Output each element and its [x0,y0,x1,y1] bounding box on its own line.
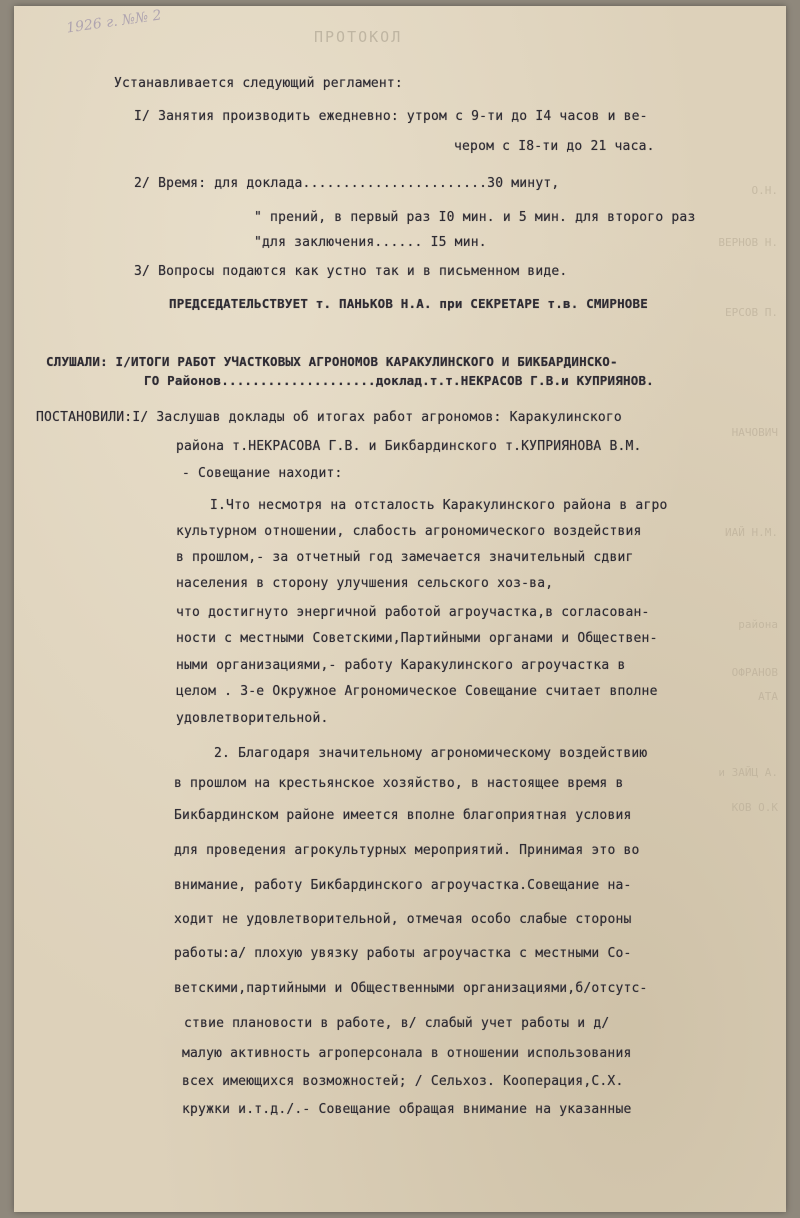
reglament-item-2: 2/ Время: для доклада.......................30 минут, [134,176,560,191]
header-stamp: ПРОТОКОЛ [314,28,403,46]
chair-line: ПРЕДСЕДАТЕЛЬСТВУЕТ т. ПАНЬКОВ Н.А. при СЕКРЕТАРЕ т.в. СМИРНОВЕ [169,296,648,311]
body-line: в прошлом,- за отчетный год замечается значительный сдвиг [176,550,634,565]
bleed-text: района [738,618,778,631]
bleed-text: ИАЙ Н.М. [725,526,778,539]
reglament-item-2-closing: "для заключения...... I5 мин. [254,235,487,250]
document-page [14,6,786,1212]
bleed-text: ВЕРНОВ Н. [718,236,778,249]
corner-note: 1926 г. №№ 2 [65,7,163,37]
body-line: внимание, работу Бикбардинского агроучастка.Совещание на- [174,878,632,893]
bleed-text: НАЧОВИЧ [731,426,778,439]
reglament-item-1-cont: чером с I8-ти до 21 часа. [454,139,655,154]
resolved-heading: ПОСТАНОВИЛИ:I/ Заслушав доклады об итогах работ агрономов: Каракулинского [36,410,622,425]
body-line: Бикбардинском районе имеется вполне благоприятная условия [174,808,632,823]
reglament-item-2-debate: " прений, в первый раз I0 мин. и 5 мин. для второго раз [254,210,696,225]
bleed-text: ЕРСОВ П. [725,306,778,319]
body-line: ными организациями,- работу Каракулинского агроучастка в [176,658,626,673]
body-line: ветскими,партийными и Общественными организациями,б/отсутс- [174,981,648,996]
resolved-line-2: района т.НЕКРАСОВА Г.В. и Бикбардинского т.КУПРИЯНОВА В.М. [176,439,642,454]
body-line: целом . 3-е Окружное Агрономическое Совещание считает вполне [176,684,658,699]
bleed-text: КОВ О.К [731,801,778,814]
bleed-text: О.Н. [751,184,778,197]
body-line: I.Что несмотря на отсталость Каракулинского района в агро [210,498,668,513]
body-line: ходит не удовлетворительной, отмечая особо слабые стороны [174,912,632,927]
reglament-intro: Устанавливается следующий регламент: [114,76,403,91]
bleed-text: АТА [758,690,778,703]
bleed-text: ОФРАНОВ [731,666,778,679]
reglament-item-3: 3/ Вопросы подаются как устно так и в письменном виде. [134,264,568,279]
body-line: кружки и.т.д./.- Совещание обращая внимание на указанные [182,1102,632,1117]
heard-heading: СЛУШАЛИ: I/ИТОГИ РАБОТ УЧАСТКОВЫХ АГРОНОМОВ КАРАКУЛИНСКОГО И БИКБАРДИНСКО- [46,354,618,369]
body-line: ности с местными Советскими,Партийными органами и Обществен- [176,631,658,646]
body-line: культурном отношении, слабость агрономического воздействия [176,524,642,539]
body-line: населения в сторону улучшения сельского хоз-ва, [176,576,554,591]
body-line: малую активность агроперсонала в отношении использования [182,1046,632,1061]
resolved-line-3: - Совещание находит: [182,466,343,481]
body-line: работы:а/ плохую увязку работы агроучастка с местными Со- [174,946,632,961]
body-line: в прошлом на крестьянское хозяйство, в настоящее время в [174,776,624,791]
body-line: ствие плановости в работе, в/ слабый учет работы и д/ [184,1016,610,1031]
heard-subject: ГО Районов....................доклад.т.т.НЕКРАСОВ Г.В.и КУПРИЯНОВ. [144,373,654,388]
body-line: 2. Благодаря значительному агрономическому воздействию [214,746,648,761]
bleed-text: и ЗАЙЦ А. [718,766,778,779]
body-line: удовлетворительной. [176,711,329,726]
body-line: всех имеющихся возможностей; / Сельхоз. Кооперация,С.Х. [182,1074,624,1089]
reglament-item-1: I/ Занятия производить ежедневно: утром с 9-ти до I4 часов и ве- [134,109,648,124]
body-line: для проведения агрокультурных мероприятий. Принимая это во [174,843,640,858]
body-line: что достигнуто энергичной работой агроучастка,в согласован- [176,605,650,620]
